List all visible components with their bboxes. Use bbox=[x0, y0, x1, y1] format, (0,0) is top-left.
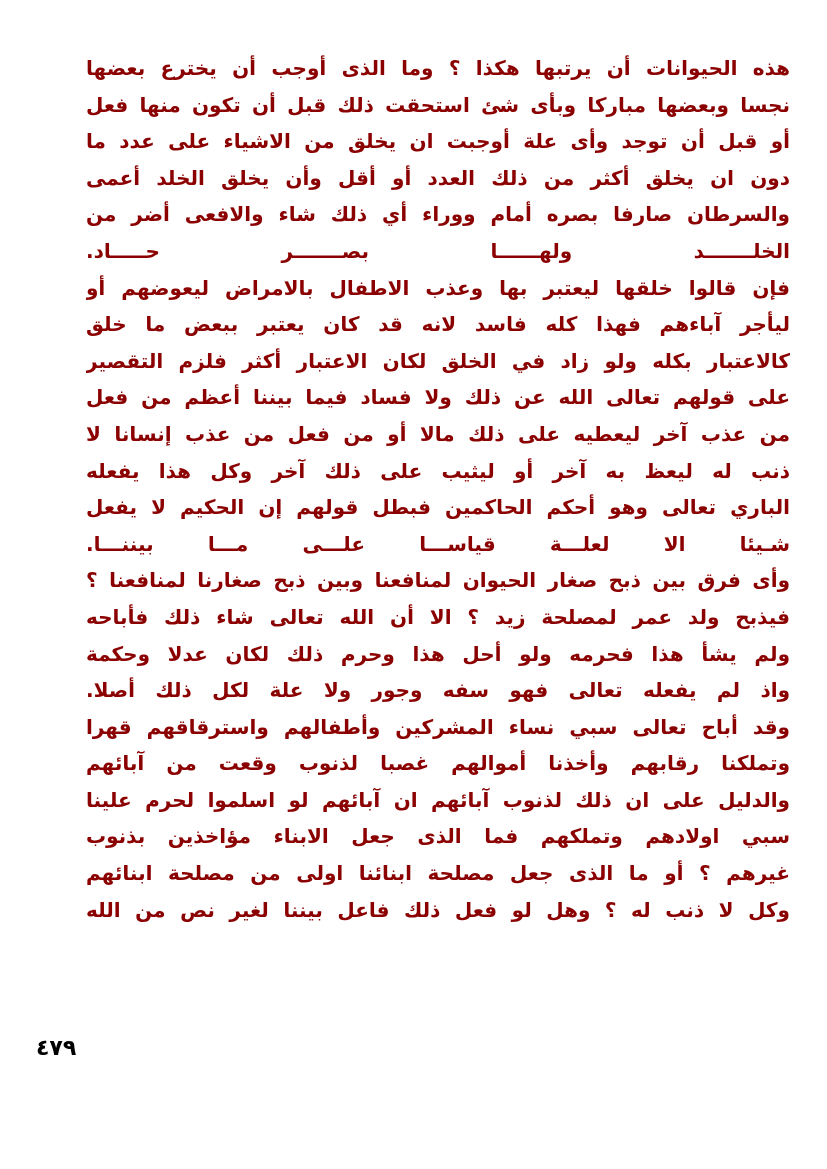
text-line: والدليل على ان ذلك لذنوب آبائهم ان آبائهم لو اسلموا لحرم علينا bbox=[86, 787, 790, 812]
text-line: ولم يشأ هذا فحرمه ولو أحل هذا وحرم ذلك لكان عدلا وحكمة bbox=[86, 641, 790, 666]
text-line: هذه الحيوانات أن يرتبها هكذا ؟ وما الذى أوجب أن يخترع بعضها bbox=[86, 56, 790, 80]
text-line: نجسا وبعضها مباركا وبأى شئ استحقت ذلك قبل أن تكون منها فعل bbox=[86, 92, 790, 117]
text-line: وكل لا ذنب له ؟ وهل لو فعل ذلك فاعل بيننا لغير نص من الله bbox=[86, 897, 790, 922]
text-line: من عذب آخر ليعطيه على ذلك مالا أو من فعل من عذب إنسانا لا bbox=[86, 421, 790, 446]
text-line: دون ان يخلق أكثر من ذلك العدد أو أقل وأن يخلق الخلد أعمى bbox=[86, 165, 790, 190]
text-line: وأى فرق بين ذبح صغار الحيوان لمنافعنا وبين ذبح صغارنا لمنافعنا ؟ bbox=[86, 568, 790, 593]
text-line: ذنب له ليعظ به آخر أو ليثيب على ذلك آخر وكل هذا يفعله bbox=[86, 458, 790, 483]
text-line: فيذبح ولد عمر لمصلحة زيد ؟ الا أن الله تعالى شاء ذلك فأباحه bbox=[86, 604, 790, 629]
text-line: واذ لم يفعله تعالى فهو سفه وجور ولا علة لكل ذلك أصلا. bbox=[86, 678, 790, 703]
text-line: سبي اولادهم وتملكهم فما الذى جعل الابناء مؤاخذين بذنوب bbox=[86, 824, 790, 849]
text-line: وقد أباح تعالى سبي نساء المشركين وأطفالهم واسترقاقهم قهرا bbox=[86, 714, 790, 739]
page-number: ٤٧٩ bbox=[36, 1036, 77, 1061]
text-line: شـيئا الا لعلـــة قياســـا علـــى مـــا بيننـــا. bbox=[86, 531, 790, 556]
text-line: على قولهم تعالى الله عن ذلك ولا فساد فيما بيننا أعظم من فعل bbox=[86, 385, 790, 410]
text-line: فإن قالوا خلقها ليعتبر بها وعذب الاطفال بالامراض ليعوضهم أو bbox=[86, 275, 790, 300]
text-line: الباري تعالى وهو أحكم الحاكمين فبطل قولهم إن الحكيم لا يفعل bbox=[86, 495, 790, 520]
text-line: ليأجر آباءهم فهذا كله فاسد لانه قد كان يعتبر ببعض ما خلق bbox=[86, 312, 790, 337]
text-line: كالاعتبار بكله ولو زاد في الخلق لكان الاعتبار أكثر فلزم التقصير bbox=[86, 348, 790, 373]
text-line: أو قبل أن توجد وأى علة أوجبت ان يخلق من الاشياء على عدد ما bbox=[86, 129, 790, 154]
text-line: والسرطان صارفا بصره أمام ووراء أي ذلك شاء والافعى أضر من bbox=[86, 202, 790, 227]
text-line: غيرهم ؟ أو ما الذى جعل مصلحة ابنائنا اولى من مصلحة ابنائهم bbox=[86, 861, 790, 886]
text-line: وتملكنا رقابهم وأخذنا أموالهم غصبا لذنوب وقعت من آبائهم bbox=[86, 751, 790, 776]
body-text bbox=[86, 50, 790, 928]
text-line: الخلـــــــد ولهــــــا بصـــــــر حـــــاد. bbox=[86, 238, 790, 263]
